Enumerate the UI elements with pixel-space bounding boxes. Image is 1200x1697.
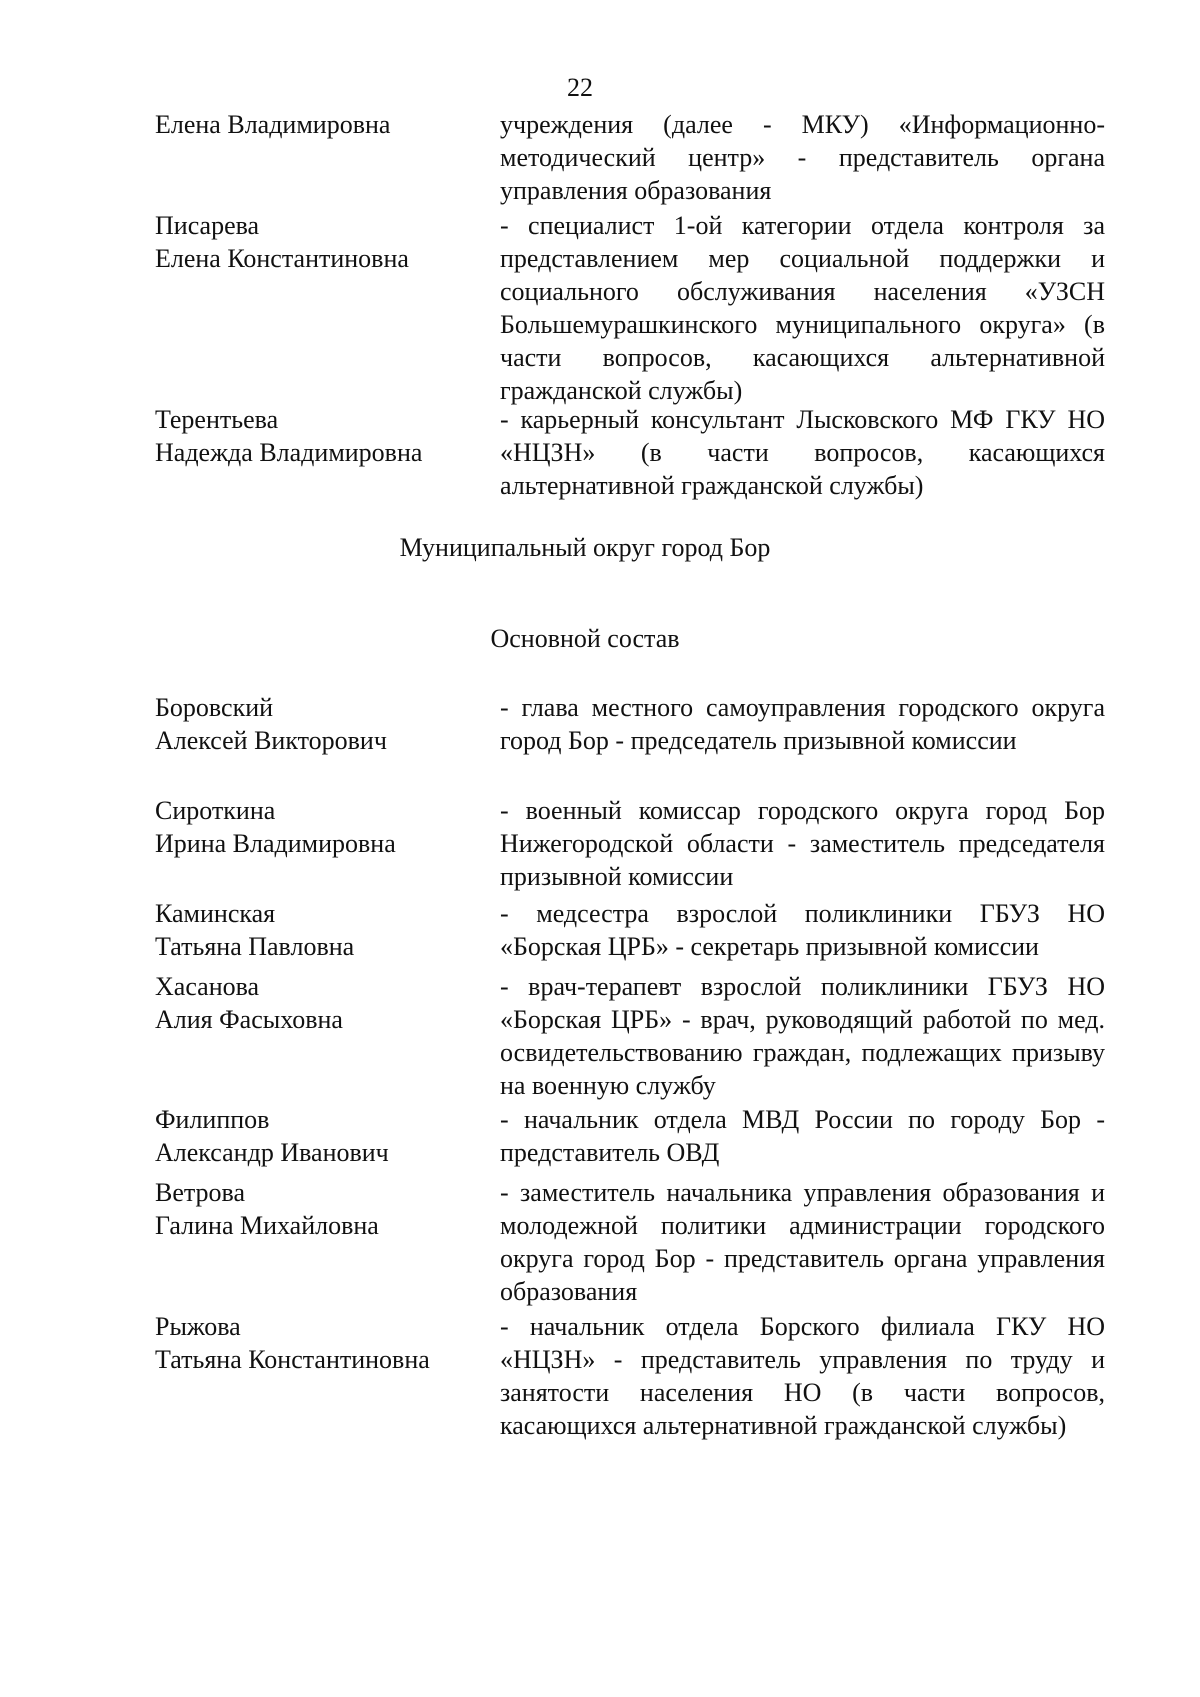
member-surname: Хасанова <box>155 972 260 1001</box>
member-name <box>155 403 485 469</box>
member-surname: Сироткина <box>155 796 276 825</box>
member-name <box>155 970 485 1036</box>
member-name <box>155 691 485 757</box>
member-given-names: Галина Михайловна <box>155 1211 379 1240</box>
member-given-names: Татьяна Павловна <box>155 932 355 961</box>
member-given-names: Елена Константиновна <box>155 244 409 273</box>
member-name <box>155 1176 485 1242</box>
member-role: - военный комиссар городского округа город Бор Нижегородской области - заместитель председателя призывной комиссии <box>500 796 1105 891</box>
member-given-names: Надежда Владимировна <box>155 438 423 467</box>
member-role: - глава местного самоуправления городского округа город Бор - председатель призывной комиссии <box>500 693 1105 755</box>
member-name <box>155 209 485 275</box>
member-name <box>155 1310 485 1376</box>
member-given-names: Алия Фасыховна <box>155 1005 343 1034</box>
member-surname: Терентьева <box>155 405 279 434</box>
member-given-names: Елена Владимировна <box>155 110 391 139</box>
page-number: 22 <box>567 73 593 102</box>
member-name <box>155 794 485 860</box>
member-name <box>155 1103 485 1169</box>
member-given-names: Александр Иванович <box>155 1138 389 1167</box>
member-surname: Писарева <box>155 211 260 240</box>
member-given-names: Алексей Викторович <box>155 726 387 755</box>
member-name <box>155 108 485 141</box>
member-role: - заместитель начальника управления образования и молодежной политики администрации городского округа город Бор - представитель органа управления образования <box>500 1178 1105 1306</box>
member-surname: Боровский <box>155 693 274 722</box>
member-role: - начальник отдела Борского филиала ГКУ НО «НЦЗН» - представитель управления по труду и занятости населения НО (в части вопросов, касающихся альтернативной гражданской службы) <box>500 1312 1105 1440</box>
member-role: учреждения (далее - МКУ) «Информационно-методический центр» - представитель органа управления образования <box>500 110 1105 205</box>
member-surname: Каминская <box>155 899 276 928</box>
district-heading: Муниципальный округ город Бор <box>399 533 771 562</box>
member-role: - врач-терапевт взрослой поликлиники ГБУЗ НО «Борская ЦРБ» - врач, руководящий работой по мед. освидетельствованию граждан, подлежащих призыву на военную службу <box>500 972 1105 1100</box>
composition-subheading: Основной состав <box>490 624 680 653</box>
member-surname: Рыжова <box>155 1312 241 1341</box>
member-given-names: Ирина Владимировна <box>155 829 396 858</box>
member-role: - специалист 1-ой категории отдела контроля за представлением мер социальной поддержки и социального обслуживания населения «УЗСН Большемурашкинского муниципального округа» (в части вопросов, касающихся альтернативной гражданской службы) <box>500 211 1105 405</box>
member-name <box>155 897 485 963</box>
member-surname: Филиппов <box>155 1105 270 1134</box>
member-surname: Ветрова <box>155 1178 246 1207</box>
member-role: - начальник отдела МВД России по городу Бор - представитель ОВД <box>500 1105 1105 1167</box>
member-role: - медсестра взрослой поликлиники ГБУЗ НО «Борская ЦРБ» - секретарь призывной комиссии <box>500 899 1105 961</box>
member-given-names: Татьяна Константиновна <box>155 1345 430 1374</box>
member-role: - карьерный консультант Лысковского МФ ГКУ НО «НЦЗН» (в части вопросов, касающихся альтернативной гражданской службы) <box>500 405 1105 500</box>
